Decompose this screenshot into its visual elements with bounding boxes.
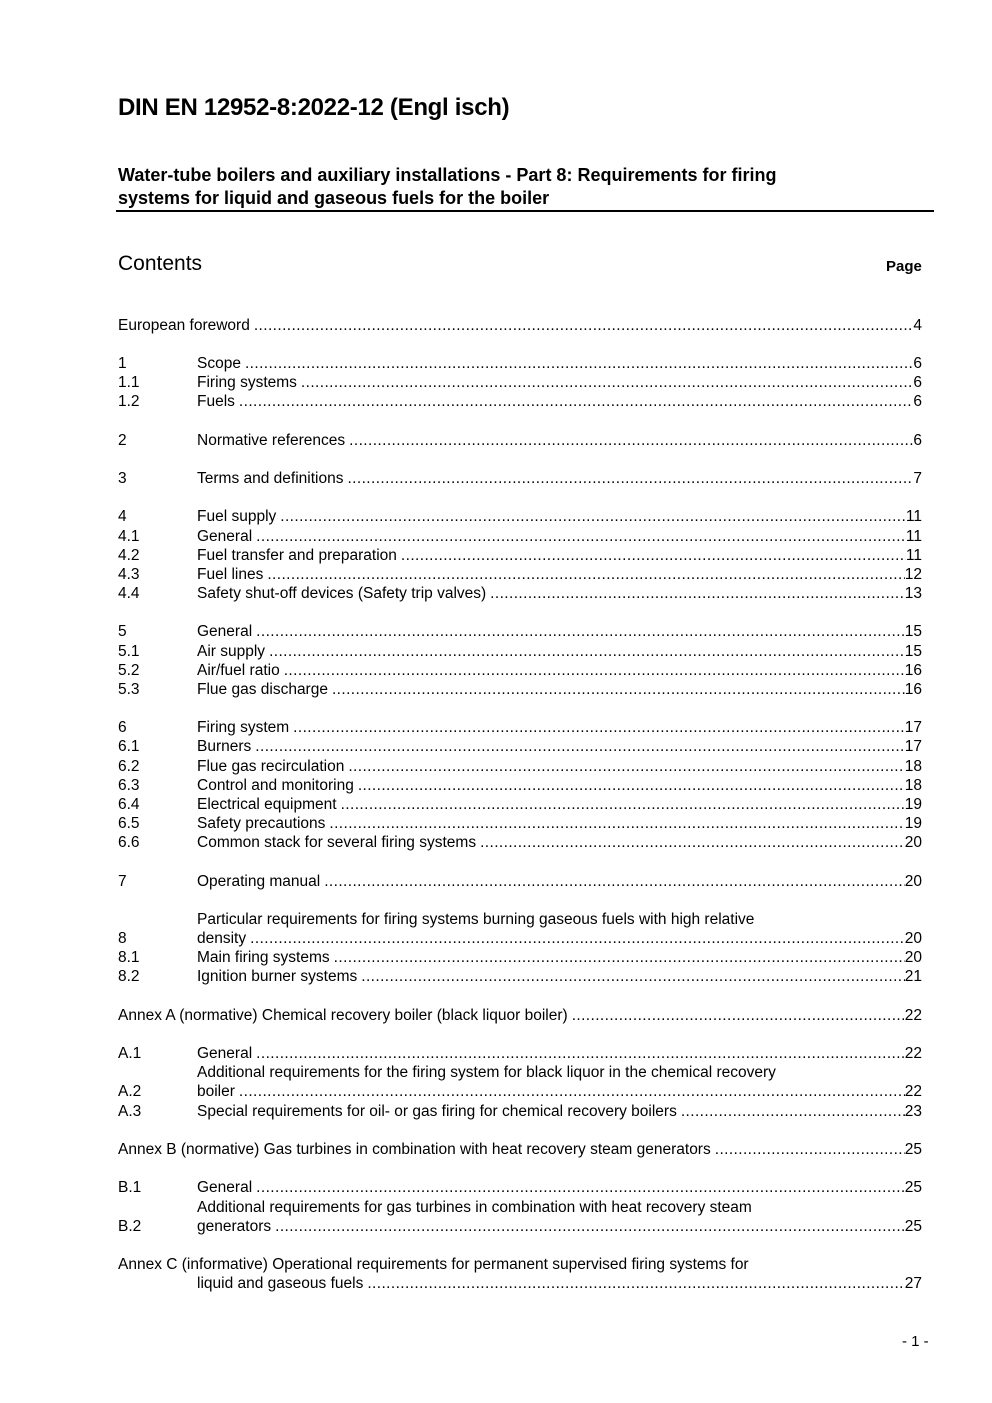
toc-leader-dots bbox=[239, 1082, 905, 1101]
toc-entry-title: Special requirements for oil- or gas firing for chemical recovery boilers bbox=[197, 1103, 677, 1120]
toc-entry-title: General bbox=[197, 1179, 253, 1196]
toc-entry[interactable] bbox=[118, 469, 922, 488]
toc-entry-title: Firing system bbox=[197, 719, 290, 736]
toc-entry-title: Main firing systems bbox=[197, 949, 330, 966]
toc-entry-page: 18 bbox=[904, 758, 922, 775]
toc-entry-title-line1: Additional requirements for the firing system for black liquor in the chemical recovery bbox=[197, 1064, 776, 1081]
toc-entry-title: Electrical equipment bbox=[197, 796, 337, 813]
toc-entry-page: 6 bbox=[913, 432, 922, 449]
toc-entry-page: 13 bbox=[904, 585, 922, 602]
toc-leader-dots bbox=[681, 1102, 905, 1121]
toc-leader-dots bbox=[275, 1217, 905, 1236]
toc-entry-title: generators bbox=[197, 1218, 272, 1235]
toc-entry-title: Flue gas recirculation bbox=[197, 758, 345, 775]
toc-entry[interactable] bbox=[118, 680, 922, 699]
toc-entry-title: Terms and definitions bbox=[197, 470, 344, 487]
toc-entry[interactable] bbox=[118, 565, 922, 584]
toc-entry-title: Fuel lines bbox=[197, 566, 264, 583]
toc-entry-page: 25 bbox=[904, 1179, 922, 1196]
toc-leader-dots bbox=[324, 872, 905, 891]
toc-entry-title: European foreword bbox=[118, 317, 250, 334]
toc-entry-title: Air/fuel ratio bbox=[197, 662, 280, 679]
toc-entry-number: 4.2 bbox=[118, 547, 140, 564]
toc-entry-number: 4.4 bbox=[118, 585, 140, 602]
toc-entry-title: General bbox=[197, 528, 253, 545]
toc-entry-number: 5.2 bbox=[118, 662, 140, 679]
toc-entry-title: liquid and gaseous fuels bbox=[197, 1275, 364, 1292]
toc-entry-number: 8.2 bbox=[118, 968, 140, 985]
toc-entry-number: 5 bbox=[118, 623, 127, 640]
toc-entry[interactable] bbox=[118, 661, 922, 680]
toc-entry-number: A.2 bbox=[118, 1083, 142, 1100]
toc-leader-dots bbox=[332, 680, 905, 699]
toc-entry-title: Normative references bbox=[197, 432, 346, 449]
subtitle-line-2: systems for liquid and gaseous fuels for the boiler bbox=[118, 188, 550, 208]
page-column-heading: Page bbox=[886, 258, 922, 275]
toc-entry-page: 20 bbox=[904, 834, 922, 851]
toc-entry[interactable] bbox=[118, 527, 922, 546]
document-title: DIN EN 12952-8:2022-12 (Engl isch) bbox=[118, 94, 510, 121]
toc-entry-page: 18 bbox=[904, 777, 922, 794]
toc-leader-dots bbox=[256, 1044, 905, 1063]
toc-entry[interactable] bbox=[118, 872, 922, 891]
toc-leader-dots bbox=[245, 354, 913, 373]
toc-leader-dots bbox=[293, 718, 905, 737]
toc-leader-dots bbox=[256, 1178, 905, 1197]
toc-entry-title: Fuel transfer and preparation bbox=[197, 547, 397, 564]
toc-leader-dots bbox=[401, 546, 906, 565]
toc-entry-page: 17 bbox=[904, 738, 922, 755]
toc-entry-number: 8.1 bbox=[118, 949, 140, 966]
toc-leader-dots bbox=[334, 948, 905, 967]
toc-entry-number: 4.1 bbox=[118, 528, 140, 545]
toc-entry-title: Scope bbox=[197, 355, 241, 372]
toc-entry-page: 20 bbox=[904, 873, 922, 890]
toc-entry-title: Safety shut-off devices (Safety trip valves) bbox=[197, 585, 487, 602]
toc-entry[interactable] bbox=[118, 373, 922, 392]
toc-entry[interactable] bbox=[118, 1199, 922, 1236]
toc-leader-dots bbox=[255, 737, 904, 756]
toc-leader-dots bbox=[269, 642, 905, 661]
title-divider bbox=[116, 210, 934, 212]
toc-entry-number: 1.2 bbox=[118, 393, 140, 410]
toc-entry[interactable] bbox=[118, 1006, 922, 1025]
toc-entry[interactable] bbox=[118, 431, 922, 450]
toc-entry[interactable] bbox=[118, 1140, 922, 1159]
toc-leader-dots bbox=[572, 1006, 905, 1025]
toc-leader-dots bbox=[347, 469, 913, 488]
toc-leader-dots bbox=[280, 507, 906, 526]
toc-entry-title: Safety precautions bbox=[197, 815, 326, 832]
toc-entry-page: 16 bbox=[904, 662, 922, 679]
toc-entry-page: 25 bbox=[904, 1141, 922, 1158]
toc-entry[interactable] bbox=[118, 776, 922, 795]
toc-entry-page: 19 bbox=[904, 796, 922, 813]
toc-entry[interactable] bbox=[118, 1064, 922, 1101]
toc-entry-title: density bbox=[197, 930, 247, 947]
toc-entry-title: Operating manual bbox=[197, 873, 321, 890]
toc-entry[interactable] bbox=[118, 392, 922, 411]
toc-leader-dots bbox=[254, 316, 914, 335]
toc-entry[interactable] bbox=[118, 795, 922, 814]
toc-leader-dots bbox=[480, 833, 905, 852]
toc-entry-page: 7 bbox=[913, 470, 922, 487]
toc-entry-page: 6 bbox=[913, 374, 922, 391]
toc-leader-dots bbox=[358, 776, 905, 795]
toc-entry-title: Flue gas discharge bbox=[197, 681, 328, 698]
toc-entry-title: Air supply bbox=[197, 643, 266, 660]
toc-entry-title-line1: Annex C (informative) Operational requirements for permanent supervised firing systems for bbox=[118, 1256, 749, 1273]
toc-entry-title: General bbox=[197, 1045, 253, 1062]
toc-entry[interactable] bbox=[118, 1044, 922, 1063]
toc-leader-dots bbox=[341, 795, 905, 814]
toc-entry-number: 6.1 bbox=[118, 738, 140, 755]
toc-leader-dots bbox=[301, 373, 913, 392]
toc-entry-page: 6 bbox=[913, 355, 922, 372]
toc-leader-dots bbox=[284, 661, 905, 680]
toc-entry[interactable] bbox=[118, 354, 922, 373]
toc-entry-page: 17 bbox=[904, 719, 922, 736]
toc-entry-title: Burners bbox=[197, 738, 252, 755]
toc-leader-dots bbox=[329, 814, 904, 833]
toc-entry[interactable] bbox=[118, 546, 922, 565]
toc-entry-number: 1.1 bbox=[118, 374, 140, 391]
toc-entry[interactable] bbox=[118, 814, 922, 833]
toc-entry-number: 6.2 bbox=[118, 758, 140, 775]
toc-leader-dots bbox=[250, 929, 905, 948]
toc-entry[interactable] bbox=[118, 833, 922, 852]
toc-entry-number: A.1 bbox=[118, 1045, 142, 1062]
toc-entry-title: Firing systems bbox=[197, 374, 297, 391]
toc-entry-page: 16 bbox=[904, 681, 922, 698]
toc-entry-page: 12 bbox=[904, 566, 922, 583]
toc-entry-page: 6 bbox=[913, 393, 922, 410]
toc-entry[interactable] bbox=[118, 507, 922, 526]
toc-entry[interactable] bbox=[118, 316, 922, 335]
toc-entry[interactable] bbox=[118, 642, 922, 661]
toc-entry-number: 7 bbox=[118, 873, 127, 890]
toc-entry-title: Fuel supply bbox=[197, 508, 277, 525]
toc-entry-page: 19 bbox=[904, 815, 922, 832]
toc-entry-page: 4 bbox=[913, 317, 922, 334]
toc-entry-title-line1: Additional requirements for gas turbines in combination with heat recovery steam bbox=[197, 1199, 752, 1216]
toc-leader-dots bbox=[239, 392, 913, 411]
toc-entry-page: 23 bbox=[904, 1103, 922, 1120]
toc-entry-title: Control and monitoring bbox=[197, 777, 354, 794]
toc-leader-dots bbox=[348, 757, 904, 776]
toc-entry-title: Annex B (normative) Gas turbines in combination with heat recovery steam generators bbox=[118, 1141, 711, 1158]
toc-leader-dots bbox=[256, 622, 905, 641]
toc-entry[interactable] bbox=[118, 948, 922, 967]
toc-entry-number: B.2 bbox=[118, 1218, 142, 1235]
toc-entry-number: 4 bbox=[118, 508, 127, 525]
toc-entry-page: 15 bbox=[904, 623, 922, 640]
document-subtitle bbox=[118, 164, 918, 210]
toc-entry-number: 5.3 bbox=[118, 681, 140, 698]
toc-entry-number: 6.5 bbox=[118, 815, 140, 832]
toc-leader-dots bbox=[256, 527, 906, 546]
page-number: - 1 - bbox=[902, 1333, 929, 1350]
toc-entry-number: B.1 bbox=[118, 1179, 142, 1196]
toc-entry-number: 2 bbox=[118, 432, 127, 449]
toc-entry[interactable] bbox=[118, 718, 922, 737]
toc-entry-number: 6.6 bbox=[118, 834, 140, 851]
toc-entry-number: 3 bbox=[118, 470, 127, 487]
toc-entry-page: 15 bbox=[904, 643, 922, 660]
toc-leader-dots bbox=[715, 1140, 905, 1159]
toc-leader-dots bbox=[367, 1274, 904, 1293]
toc-entry-page: 25 bbox=[904, 1218, 922, 1235]
toc-entry-title: Fuels bbox=[197, 393, 235, 410]
toc-entry[interactable] bbox=[118, 1178, 922, 1197]
toc-entry[interactable] bbox=[118, 911, 922, 948]
subtitle-line-1: Water-tube boilers and auxiliary installations - Part 8: Requirements for firing bbox=[118, 165, 777, 185]
toc-entry-number: 4.3 bbox=[118, 566, 140, 583]
toc-entry-title: Annex A (normative) Chemical recovery boiler (black liquor boiler) bbox=[118, 1007, 568, 1024]
toc-entry-page: 11 bbox=[905, 547, 922, 564]
toc-entry-title-line1: Particular requirements for firing systems burning gaseous fuels with high relative bbox=[197, 911, 755, 928]
toc-entry-page: 22 bbox=[904, 1045, 922, 1062]
toc-leader-dots bbox=[349, 431, 913, 450]
toc-entry-title: Common stack for several firing systems bbox=[197, 834, 477, 851]
toc-entry-page: 11 bbox=[905, 528, 922, 545]
toc-entry-page: 11 bbox=[905, 508, 922, 525]
toc-entry-number: 6 bbox=[118, 719, 127, 736]
contents-heading: Contents bbox=[118, 252, 203, 275]
toc-entry-page: 27 bbox=[904, 1275, 922, 1292]
toc-entry[interactable] bbox=[118, 584, 922, 603]
toc-entry-title: General bbox=[197, 623, 253, 640]
toc-entry[interactable] bbox=[118, 737, 922, 756]
toc-entry-title: boiler bbox=[197, 1083, 235, 1100]
toc-entry-page: 22 bbox=[904, 1007, 922, 1024]
toc-entry-number: A.3 bbox=[118, 1103, 142, 1120]
toc-leader-dots bbox=[361, 967, 905, 986]
toc-entry-number: 6.4 bbox=[118, 796, 140, 813]
toc-entry-number: 8 bbox=[118, 930, 127, 947]
toc-entry-title: Ignition burner systems bbox=[197, 968, 358, 985]
toc-entry[interactable] bbox=[118, 1102, 922, 1121]
toc-leader-dots bbox=[267, 565, 904, 584]
toc-entry[interactable] bbox=[118, 757, 922, 776]
toc-entry-page: 21 bbox=[904, 968, 922, 985]
toc-entry-page: 22 bbox=[904, 1083, 922, 1100]
toc-entry-number: 6.3 bbox=[118, 777, 140, 794]
toc-entry-number: 5.1 bbox=[118, 643, 140, 660]
toc-entry-number: 1 bbox=[118, 355, 127, 372]
toc-leader-dots bbox=[490, 584, 905, 603]
toc-entry-page: 20 bbox=[904, 930, 922, 947]
toc-entry-page: 20 bbox=[904, 949, 922, 966]
toc-entry[interactable] bbox=[118, 967, 922, 986]
toc-entry[interactable] bbox=[118, 1256, 922, 1293]
toc-entry[interactable] bbox=[118, 622, 922, 641]
